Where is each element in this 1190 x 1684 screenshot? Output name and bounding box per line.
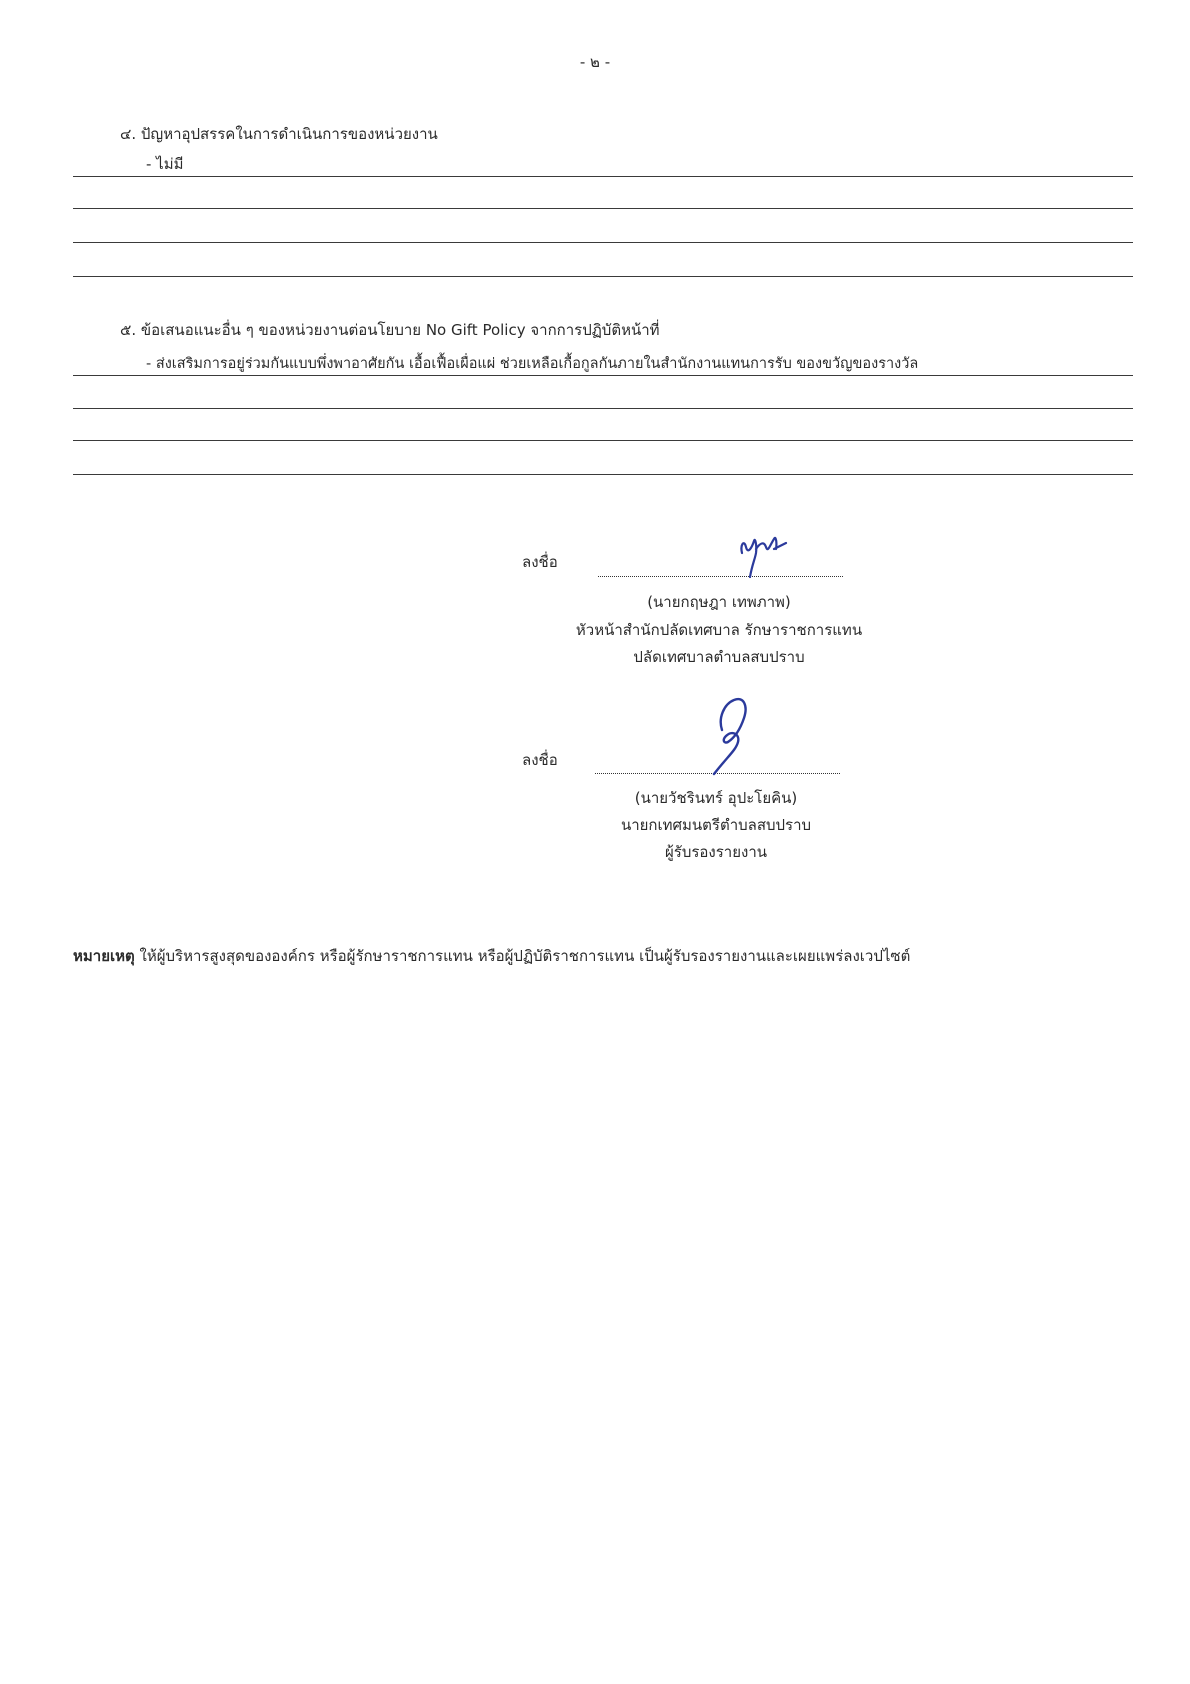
section-4-rule-4	[73, 276, 1133, 277]
signature-2-name: (นายวัชรินทร์ อุปะโยคิน)	[634, 789, 798, 807]
signature-1-label: ลงชื่อ	[522, 553, 558, 571]
signature-2-position-line-2: ผู้รับรองรายงาน	[664, 843, 768, 861]
signature-1-position-line-1: หัวหน้าสำนักปลัดเทศบาล รักษาราชการแทน	[575, 621, 863, 639]
signature-1-name: (นายกฤษฎา เทพภาพ)	[647, 593, 791, 611]
section-5-rule-1	[73, 375, 1133, 376]
signature-2-mark	[700, 690, 770, 790]
section-5-rule-4	[73, 474, 1133, 475]
section-5-rule-2	[73, 408, 1133, 409]
note	[73, 944, 910, 968]
note-label: หมายเหตุ	[73, 947, 135, 965]
section-5-rule-3	[73, 440, 1133, 441]
signature-1-position-line-2: ปลัดเทศบาลตำบลสบปราบ	[633, 648, 805, 666]
section-4-rule-3	[73, 242, 1133, 243]
page-number: - ๒ -	[579, 53, 611, 71]
signature-1-line	[598, 576, 843, 577]
section-4-heading: ๔. ปัญหาอุปสรรคในการดำเนินการของหน่วยงาน	[120, 125, 438, 143]
signature-2-position-line-1: นายกเทศมนตรีตำบลสบปราบ	[620, 816, 812, 834]
section-4-item: - ไม่มี	[146, 155, 184, 173]
signature-1-mark	[730, 525, 800, 590]
section-5-heading: ๕. ข้อเสนอแนะอื่น ๆ ของหน่วยงานต่อนโยบาย No Gift Policy จากการปฏิบัติหน้าที่	[120, 321, 660, 339]
signature-2-label: ลงชื่อ	[522, 751, 558, 769]
note-text: ให้ผู้บริหารสูงสุดขององค์กร หรือผู้รักษาราชการแทน หรือผู้ปฏิบัติราชการแทน เป็นผู้รับรองรายงานและเผยแพร่ลงเวปไซต์	[134, 947, 911, 965]
section-4-rule-1	[73, 176, 1133, 177]
section-4-rule-2	[73, 208, 1133, 209]
section-5-item: - ส่งเสริมการอยู่ร่วมกันแบบพึ่งพาอาศัยกัน เอื้อเฟื้อเผื่อแผ่ ช่วยเหลือเกื้อกูลกันภายในสำนักงานแทนการรับ ของขวัญของรางวัล	[146, 356, 919, 372]
